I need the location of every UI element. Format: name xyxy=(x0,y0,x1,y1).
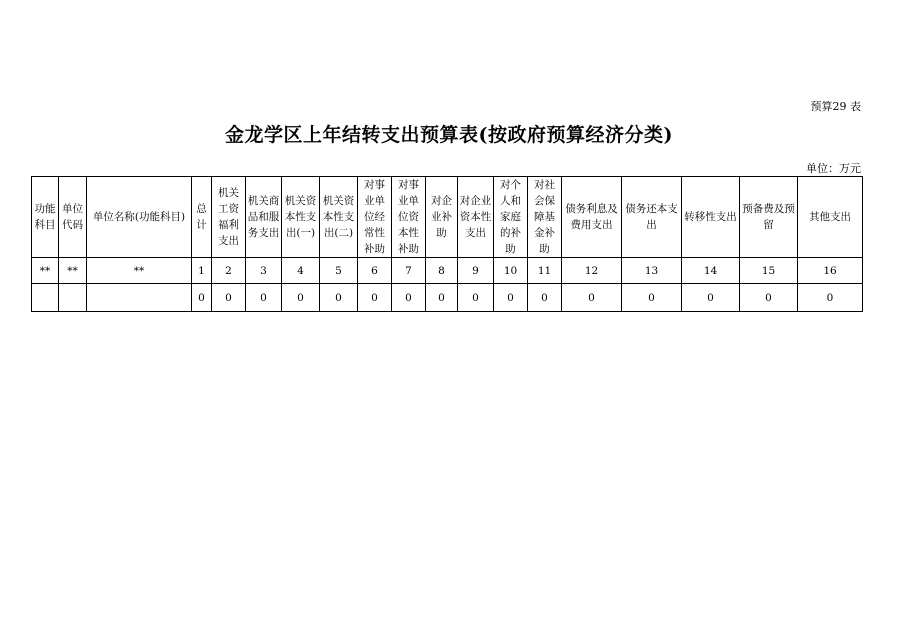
index-cell: 15 xyxy=(740,258,798,284)
value-cell: 0 xyxy=(392,284,426,312)
index-cell: 14 xyxy=(682,258,740,284)
index-cell: 4 xyxy=(282,258,320,284)
index-cell: ** xyxy=(59,258,87,284)
index-cell: 3 xyxy=(246,258,282,284)
header-cell: 预备费及预留 xyxy=(740,177,798,258)
header-cell: 功能科目 xyxy=(32,177,59,258)
header-cell: 债务利息及费用支出 xyxy=(562,177,622,258)
index-cell: 12 xyxy=(562,258,622,284)
header-cell: 对企业资本性支出 xyxy=(458,177,494,258)
header-row xyxy=(32,177,863,258)
value-cell xyxy=(59,284,87,312)
index-cell: 16 xyxy=(798,258,863,284)
value-cell xyxy=(87,284,192,312)
value-cell: 0 xyxy=(740,284,798,312)
header-cell: 单位名称(功能科目) xyxy=(87,177,192,258)
index-cell: 9 xyxy=(458,258,494,284)
index-cell: 13 xyxy=(622,258,682,284)
header-cell: 机关资本性支出(二) xyxy=(320,177,358,258)
unit-label: 单位：万元 xyxy=(806,162,861,175)
index-cell: 5 xyxy=(320,258,358,284)
value-cell: 0 xyxy=(320,284,358,312)
budget-table xyxy=(31,176,863,312)
header-cell: 其他支出 xyxy=(798,177,863,258)
header-cell: 单位代码 xyxy=(59,177,87,258)
header-cell: 对事业单位经常性补助 xyxy=(358,177,392,258)
value-cell: 0 xyxy=(212,284,246,312)
value-cell: 0 xyxy=(562,284,622,312)
form-number: 预算29 表 xyxy=(810,100,861,113)
page-title: 金龙学区上年结转支出预算表(按政府预算经济分类) xyxy=(225,124,673,146)
value-cell: 0 xyxy=(358,284,392,312)
value-cell: 0 xyxy=(246,284,282,312)
value-cell: 0 xyxy=(426,284,458,312)
value-cell: 0 xyxy=(282,284,320,312)
index-row xyxy=(32,258,863,284)
value-cell: 0 xyxy=(192,284,212,312)
table-row xyxy=(32,284,863,312)
index-cell: 7 xyxy=(392,258,426,284)
value-cell: 0 xyxy=(682,284,740,312)
index-cell: 8 xyxy=(426,258,458,284)
index-cell: ** xyxy=(32,258,59,284)
index-cell: 1 xyxy=(192,258,212,284)
index-cell: ** xyxy=(87,258,192,284)
header-cell: 债务还本支出 xyxy=(622,177,682,258)
value-cell: 0 xyxy=(494,284,528,312)
header-cell: 对社会保障基金补助 xyxy=(528,177,562,258)
header-cell: 对个人和家庭的补助 xyxy=(494,177,528,258)
value-cell: 0 xyxy=(798,284,863,312)
header-cell: 机关商品和服务支出 xyxy=(246,177,282,258)
header-cell: 对企业补助 xyxy=(426,177,458,258)
header-cell: 总计 xyxy=(192,177,212,258)
header-cell: 对事业单位资本性补助 xyxy=(392,177,426,258)
index-cell: 11 xyxy=(528,258,562,284)
value-cell: 0 xyxy=(622,284,682,312)
value-cell xyxy=(32,284,59,312)
header-cell: 机关工资福利支出 xyxy=(212,177,246,258)
header-cell: 转移性支出 xyxy=(682,177,740,258)
header-cell: 机关资本性支出(一) xyxy=(282,177,320,258)
index-cell: 10 xyxy=(494,258,528,284)
value-cell: 0 xyxy=(528,284,562,312)
index-cell: 2 xyxy=(212,258,246,284)
value-cell: 0 xyxy=(458,284,494,312)
index-cell: 6 xyxy=(358,258,392,284)
